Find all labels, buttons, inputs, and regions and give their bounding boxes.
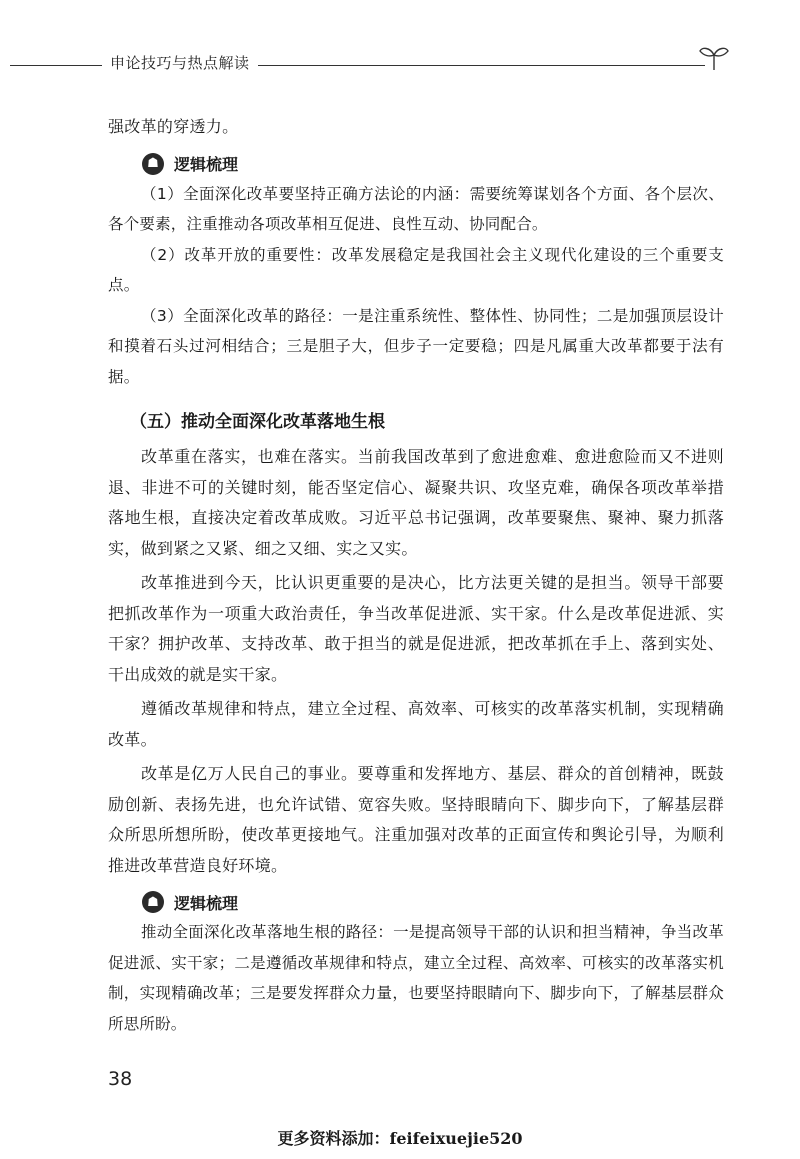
section-paragraph-2: 改革推进到今天，比认识更重要的是决心，比方法更关键的是担当。领导干部要把抓改革作为一项重大政治责任，争当改革促进派、实干家。什么是改革促进派、实干家？拥护改革、支持改革、敢于担当的就是促进派，把改革抓在手上、落到实处、干出成效的就是实干家。 (108, 573, 724, 684)
section-paragraph-4: 改革是亿万人民自己的事业。要尊重和发挥地方、基层、群众的首创精神，既鼓励创新、表扬先进，也允许试错、宽容失败。坚持眼睛向下、脚步向下，了解基层群众所思所想所盼，使改革更接地气。注重加强对改革的正面宣传和舆论引导，为顺利推进改革营造良好环境。 (108, 764, 724, 875)
logic-badge-icon: ☗ (142, 891, 164, 913)
sprout-icon (697, 42, 731, 72)
logic-item-2: （2）改革开放的重要性：改革发展稳定是我国社会主义现代化建设的三个重要支点。 (108, 245, 724, 294)
logic-heading-2 (142, 887, 724, 917)
header-rule-left (10, 65, 102, 66)
logic-heading-1 (142, 149, 724, 179)
page-content (108, 112, 724, 1039)
paragraph-continued: 强改革的穿透力。 (108, 117, 239, 136)
section-title: （五）推动全面深化改革落地生根 (130, 412, 385, 432)
logic-heading-label: 逻辑梳理 (174, 155, 239, 174)
logic-heading-label: 逻辑梳理 (174, 893, 239, 913)
logic-item-3: （3）全面深化改革的路径：一是注重系统性、整体性、协同性；二是加强顶层设计和摸着石头过河相结合；三是胆子大，但步子一定要稳；四是凡属重大改革都要于法有据。 (108, 306, 724, 386)
logic-badge-icon: ☗ (142, 153, 164, 175)
section-paragraph-1: 改革重在落实，也难在落实。当前我国改革到了愈进愈难、愈进愈险而又不进则退、非进不可的关键时刻，能否坚定信心、凝聚共识、攻坚克难，确保各项改革举措落地生根，直接决定着改革成败。习近平总书记强调，改革要聚焦、聚神、聚力抓落实，做到紧之又紧、细之又细、实之又实。 (108, 447, 724, 558)
logic-summary: 推动全面深化改革落地生根的路径：一是提高领导干部的认识和担当精神，争当改革促进派、实干家；二是遵循改革规律和特点，建立全过程、高效率、可核实的改革落实机制，实现精确改革；三是要发挥群众力量，也要坚持眼睛向下、脚步向下，了解基层群众所思所盼。 (108, 923, 724, 1033)
section-paragraph-3: 遵循改革规律和特点，建立全过程、高效率、可核实的改革落实机制，实现精确改革。 (108, 699, 724, 749)
header-title: 申论技巧与热点解读 (110, 54, 250, 72)
logic-item-1: （1）全面深化改革要坚持正确方法论的内涵：需要统筹谋划各个方面、各个层次、各个要素，注重推动各项改革相互促进、良性互动、协同配合。 (108, 184, 724, 233)
page-number: 38 (108, 1068, 133, 1090)
page-header (0, 50, 800, 74)
header-rule-right (258, 65, 705, 66)
footer-note: 更多资料添加：feifeixuejie520 (277, 1129, 523, 1148)
